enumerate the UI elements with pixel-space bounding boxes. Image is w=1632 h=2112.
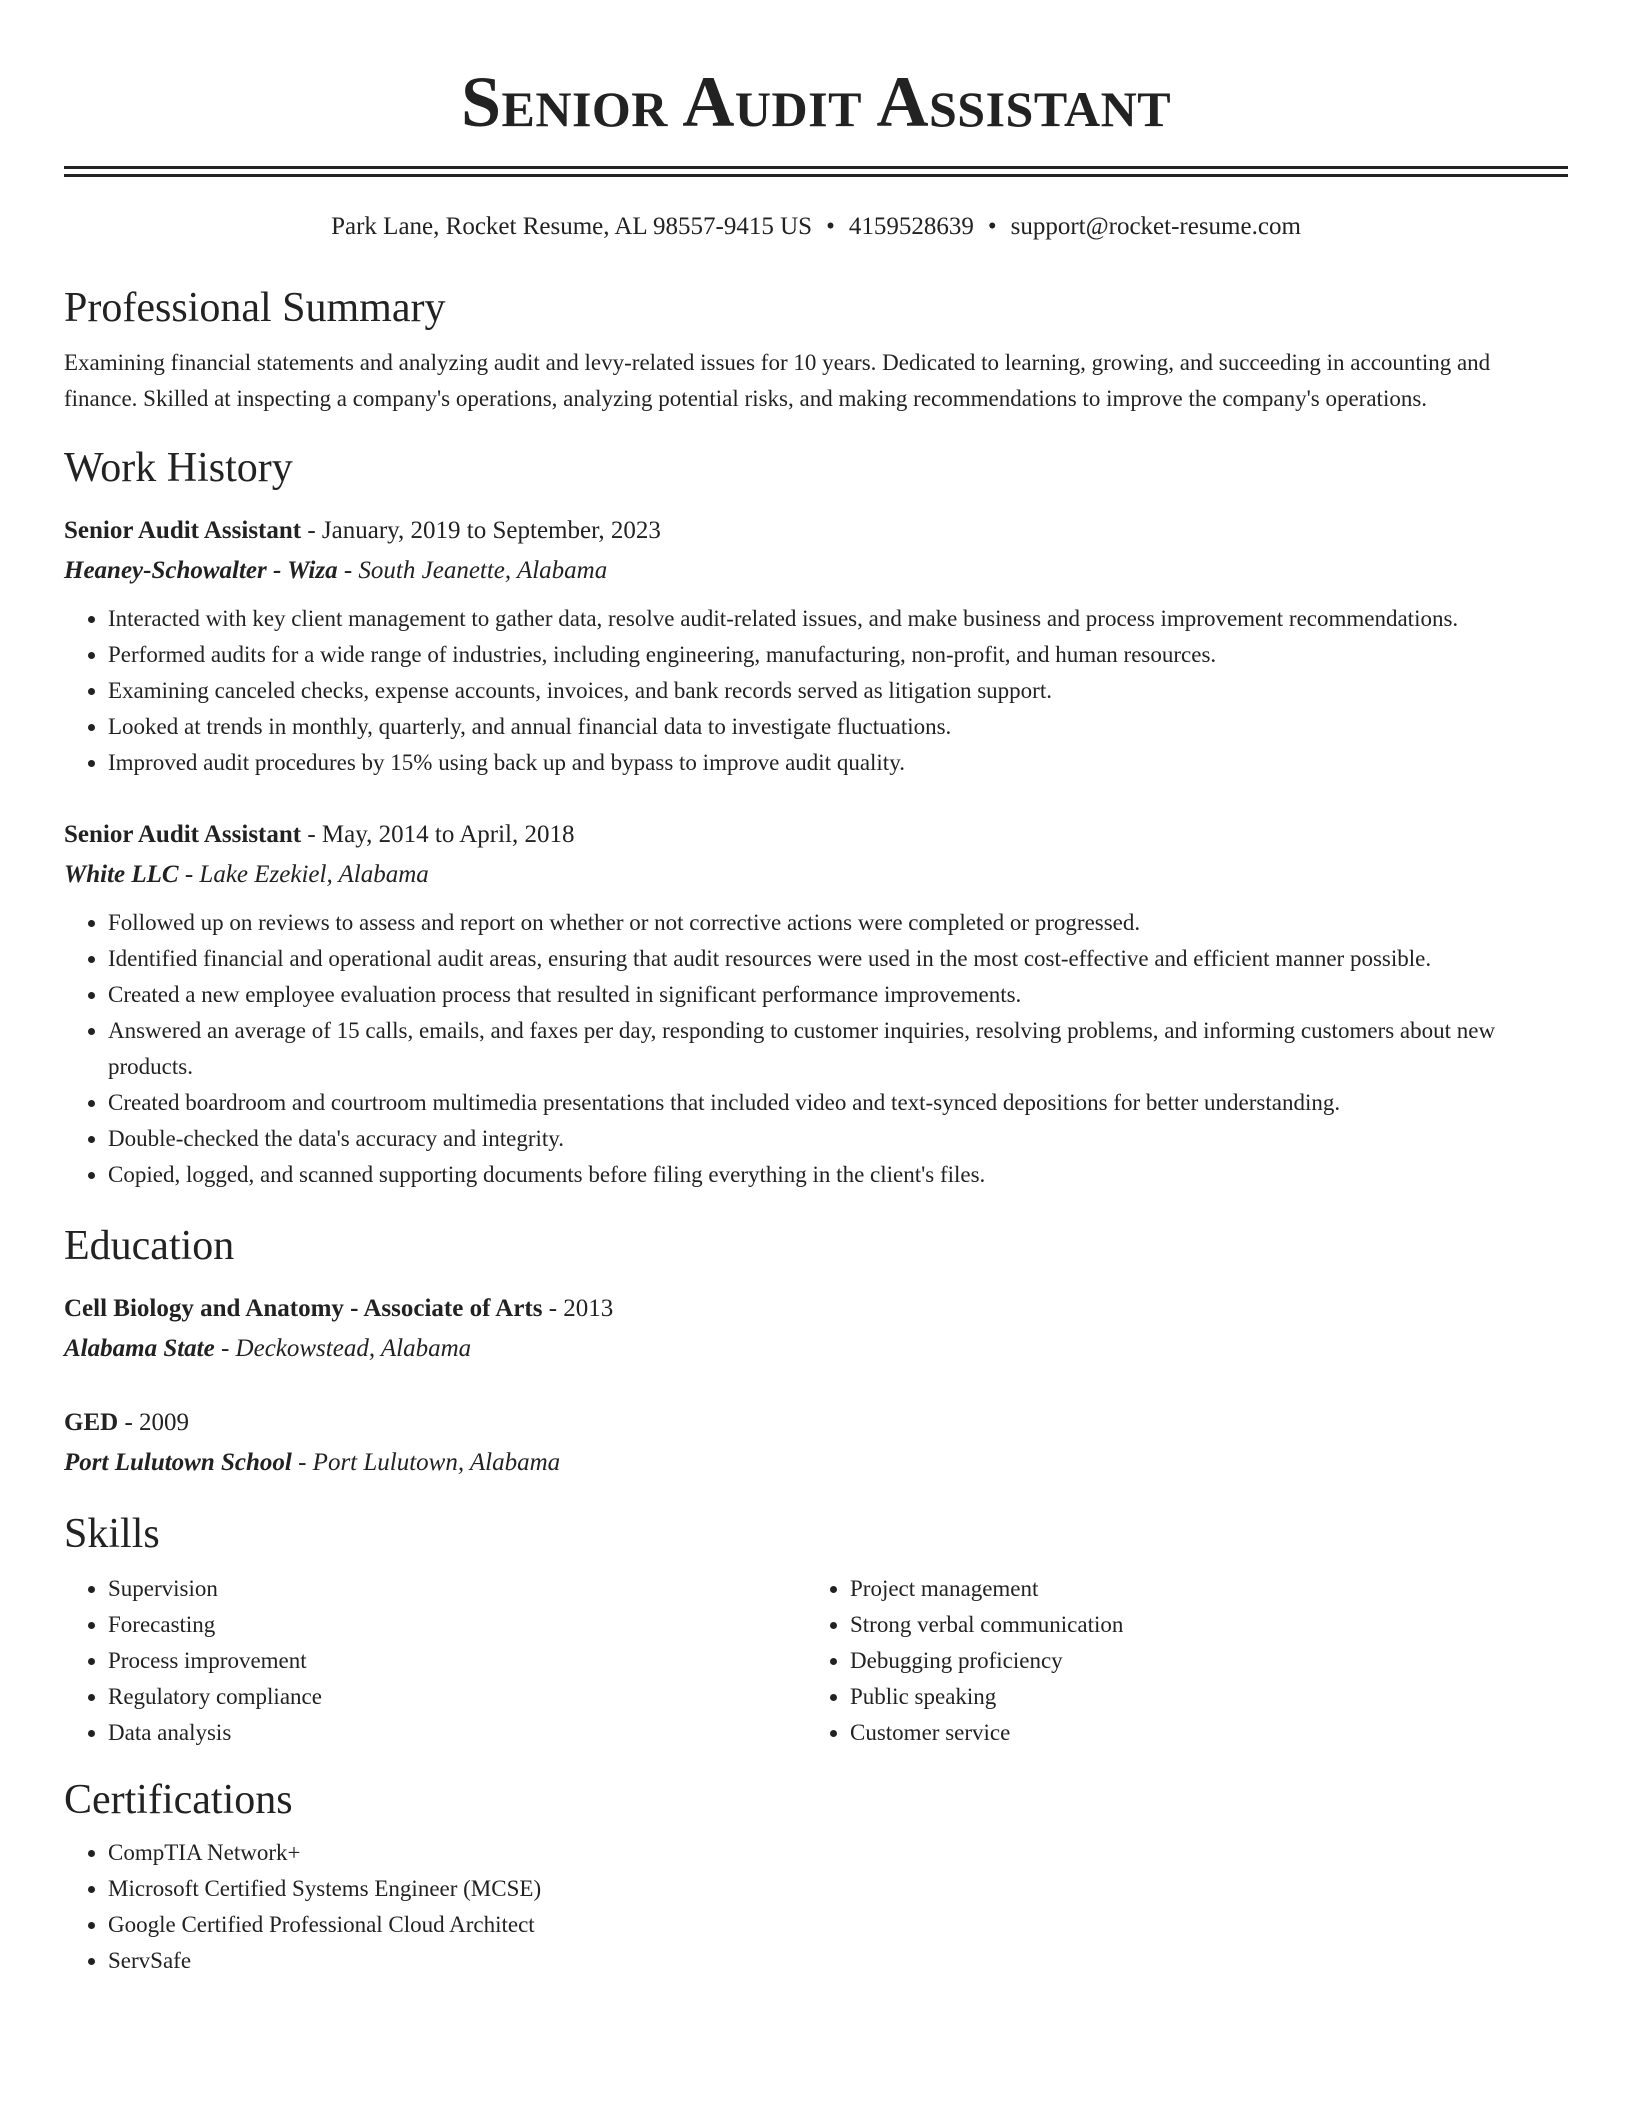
job-location: - Lake Ezekiel, Alabama <box>178 861 429 888</box>
list-item: • Public speaking <box>850 1679 1548 1715</box>
job-entry <box>64 815 1568 1193</box>
summary-text: Examining financial statements and analyzing audit and levy-related issues for 10 years. Dedicated to learning, growing, and succeeding in accounting and finance. Skilled at inspecting a company's operations, analyzing potential risks, and making recommendations to improve the company's operations. <box>64 350 1491 411</box>
list-item: • Debugging proficiency <box>850 1643 1548 1679</box>
job-bullets <box>64 601 1568 781</box>
education-degree: GED <box>64 1409 119 1436</box>
skills-list-left <box>64 1571 806 1751</box>
section-heading-education: Education <box>64 1223 235 1269</box>
section-heading-work: Work History <box>64 445 293 491</box>
contact-line <box>64 211 1568 243</box>
job-title-line <box>64 511 1568 551</box>
resume-name: Senior Audit Assistant <box>460 62 1172 142</box>
list-item: • Interacted with key client management to gather data, resolve audit-related issues, and make business and process improvement recommendations. <box>108 601 1568 637</box>
list-item: • Improved audit procedures by 15% using back up and bypass to improve audit quality. <box>108 745 1568 781</box>
list-item: • Strong verbal communication <box>850 1607 1548 1643</box>
list-item: • Examining canceled checks, expense accounts, invoices, and bank records served as litigation support. <box>108 673 1568 709</box>
job-company: White LLC <box>64 861 179 888</box>
education-location: - Deckowstead, Alabama <box>214 1335 472 1362</box>
list-item: • Data analysis <box>108 1715 806 1751</box>
education-year: - 2009 <box>118 1409 190 1436</box>
education-entry <box>64 1403 1568 1483</box>
contact-separator: • <box>987 213 997 240</box>
list-item: • Process improvement <box>108 1643 806 1679</box>
education-entry <box>64 1289 1568 1369</box>
contact-phone: 4159528639 <box>848 213 974 240</box>
job-bullets <box>64 905 1568 1193</box>
job-title: Senior Audit Assistant <box>64 821 302 848</box>
education-school: Alabama State <box>64 1335 215 1362</box>
list-item: • Project management <box>850 1571 1548 1607</box>
list-item: • ServSafe <box>108 1943 1568 1979</box>
list-item: • Performed audits for a wide range of industries, including engineering, manufacturing, non-profit, and human resources. <box>108 637 1568 673</box>
section-heading-skills: Skills <box>64 1511 160 1557</box>
list-item: • Forecasting <box>108 1607 806 1643</box>
list-item: • Supervision <box>108 1571 806 1607</box>
education-school-line <box>64 1329 1568 1369</box>
job-title: Senior Audit Assistant <box>64 517 302 544</box>
education-degree-line <box>64 1289 1568 1329</box>
list-item: • Microsoft Certified Systems Engineer (MCSE) <box>108 1871 1568 1907</box>
education-school: Port Lulutown School <box>64 1449 292 1476</box>
list-item: • Copied, logged, and scanned supporting documents before filing everything in the client's files. <box>108 1157 1568 1193</box>
job-company-line <box>64 855 1568 895</box>
education-school-line <box>64 1443 1568 1483</box>
job-company: Heaney-Schowalter - Wiza <box>64 557 338 584</box>
list-item: • Regulatory compliance <box>108 1679 806 1715</box>
list-item: • Identified financial and operational audit areas, ensuring that audit resources were used in the most cost-effective and efficient manner possible. <box>108 941 1568 977</box>
section-heading-certifications: Certifications <box>64 1777 293 1823</box>
list-item: • Google Certified Professional Cloud Architect <box>108 1907 1568 1943</box>
list-item: • Followed up on reviews to assess and report on whether or not corrective actions were completed or progressed. <box>108 905 1568 941</box>
list-item: • CompTIA Network+ <box>108 1835 1568 1871</box>
contact-separator: • <box>826 213 835 240</box>
job-title-line <box>64 815 1568 855</box>
header-double-rule <box>64 166 1568 177</box>
job-company-line <box>64 551 1568 591</box>
list-item: • Answered an average of 15 calls, emails, and faxes per day, responding to customer inquiries, resolving problems, and informing customers about new products. <box>108 1013 1568 1085</box>
list-item: • Customer service <box>850 1715 1548 1751</box>
job-entry <box>64 511 1568 781</box>
contact-email: support@rocket-resume.com <box>1010 213 1301 240</box>
list-item: • Created boardroom and courtroom multimedia presentations that included video and text-synced depositions for better understanding. <box>108 1085 1568 1121</box>
section-heading-summary: Professional Summary <box>64 285 446 331</box>
skills-columns <box>64 1571 1568 1751</box>
education-degree: Cell Biology and Anatomy - Associate of Arts <box>64 1295 543 1322</box>
job-dates: - January, 2019 to September, 2023 <box>301 517 661 544</box>
list-item: • Looked at trends in monthly, quarterly, and annual financial data to investigate fluctuations. <box>108 709 1568 745</box>
job-dates: - May, 2014 to April, 2018 <box>301 821 575 848</box>
education-year: - 2013 <box>542 1295 614 1322</box>
skills-list-right <box>806 1571 1548 1751</box>
certifications-list <box>64 1835 1568 1979</box>
contact-address: Park Lane, Rocket Resume, AL 98557-9415 US <box>331 213 813 240</box>
education-location: - Port Lulutown, Alabama <box>291 1449 561 1476</box>
list-item: • Created a new employee evaluation process that resulted in significant performance improvements. <box>108 977 1568 1013</box>
education-degree-line <box>64 1403 1568 1443</box>
job-location: - South Jeanette, Alabama <box>337 557 608 584</box>
list-item: • Double-checked the data's accuracy and integrity. <box>108 1121 1568 1157</box>
